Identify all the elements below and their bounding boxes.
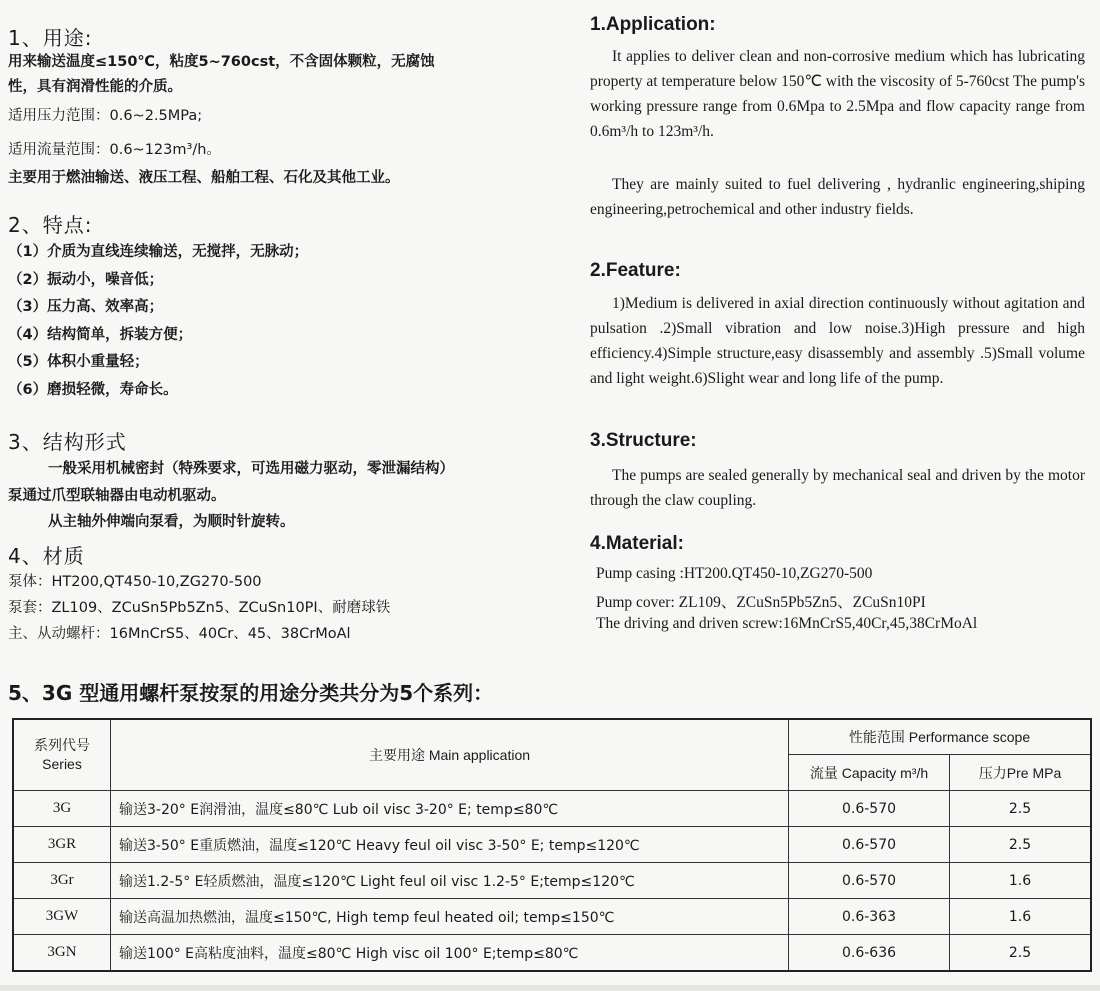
header-series-en: Series <box>42 756 82 772</box>
series-pressure: 2.5 <box>950 827 1092 863</box>
zh-section2-title: 2、特点: <box>8 213 93 237</box>
en-s4-line: Pump cover: ZL109、ZCuSn5Pb5Zn5、ZCuSn10PI <box>596 594 926 611</box>
series-code: 3GN <box>13 935 111 972</box>
series-code: 3Gr <box>13 863 111 899</box>
zh-s2-line: （3）压力高、效率高； <box>8 299 164 315</box>
series-pressure: 1.6 <box>950 863 1092 899</box>
header-capacity: 流量 Capacity m³/h <box>789 755 950 791</box>
en-section1-title: 1.Application: <box>590 14 716 35</box>
zh-s3-line: 从主轴外伸端向泵看，为顺时针旋转。 <box>48 514 295 530</box>
series-application: 输送1.2-5° E轻质燃油，温度≤120℃ Light feul oil visc 1.2-5° E;temp≤120℃ <box>111 863 789 899</box>
series-code: 3GR <box>13 827 111 863</box>
series-pressure: 1.6 <box>950 899 1092 935</box>
header-application: 主要用途 Main application <box>111 719 789 791</box>
zh-s4-line: 泵体：HT200,QT450-10,ZG270-500 <box>8 574 262 590</box>
series-pressure: 2.5 <box>950 935 1092 972</box>
series-code: 3GW <box>13 899 111 935</box>
series-code: 3G <box>13 791 111 827</box>
en-s4-line: Pump casing :HT200.QT450-10,ZG270-500 <box>596 565 873 582</box>
zh-s1-line: 适用流量范围：0.6~123m³/h。 <box>8 142 221 158</box>
section5-title: 5、3G 型通用螺杆泵按泵的用途分类共分为5个系列： <box>8 681 494 705</box>
zh-s2-line: （4）结构简单，拆装方便； <box>8 327 193 343</box>
zh-s4-line: 主、从动螺杆：16MnCrS5、40Cr、45、38CrMoAl <box>8 626 351 642</box>
series-application: 输送100° E高粘度油料，温度≤80℃ High visc oil 100° E;temp≤80℃ <box>111 935 789 972</box>
zh-s2-line: （2）振动小，噪音低； <box>8 272 164 288</box>
en-s2-paragraph: 1)Medium is delivered in axial direction continuously without agitation and pulsation .2)Small vibration and low noise.3)High pressure and high efficiency.4)Simple structure,easy disassembly and assembly .5)Small volume and light weight.6)Slight wear and long life of the pump. <box>590 295 1085 387</box>
zh-s2-line: （5）体积小重量轻； <box>8 354 149 370</box>
header-series <box>13 719 111 791</box>
zh-section3-title: 3、结构形式 <box>8 430 127 454</box>
table-header-row <box>13 719 1091 755</box>
zh-section4-title: 4、材质 <box>8 544 85 568</box>
en-section4-title: 4.Material: <box>590 533 684 554</box>
zh-s2-line: （6）磨损轻微，寿命长。 <box>8 382 178 398</box>
header-pressure: 压力Pre MPa <box>950 755 1092 791</box>
series-pressure: 2.5 <box>950 791 1092 827</box>
series-application: 输送3-50° E重质燃油，温度≤120℃ Heavy feul oil visc 3-50° E; temp≤120℃ <box>111 827 789 863</box>
series-capacity: 0.6-570 <box>789 827 950 863</box>
page-bottom-band <box>0 985 1100 991</box>
table-row <box>13 935 1091 972</box>
series-capacity: 0.6-570 <box>789 863 950 899</box>
table-row <box>13 791 1091 827</box>
series-capacity: 0.6-570 <box>789 791 950 827</box>
header-series-zh: 系列代号 <box>34 737 90 753</box>
header-performance: 性能范围 Performance scope <box>789 719 1092 755</box>
series-table <box>12 718 1092 972</box>
table-row <box>13 899 1091 935</box>
zh-s3-line: 一般采用机械密封（特殊要求，可选用磁力驱动，零泄漏结构） <box>48 461 454 477</box>
table-row <box>13 827 1091 863</box>
zh-s2-line: （1）介质为直线连续输送，无搅拌，无脉动； <box>8 244 309 260</box>
series-capacity: 0.6-636 <box>789 935 950 972</box>
zh-s1-line: 性，具有润滑性能的介质。 <box>8 79 182 95</box>
series-application: 输送高温加热燃油，温度≤150℃, High temp feul heated oil; temp≤150℃ <box>111 899 789 935</box>
zh-s1-line: 适用压力范围：0.6~2.5MPa; <box>8 108 203 124</box>
series-capacity: 0.6-363 <box>789 899 950 935</box>
zh-s3-line: 泵通过爪型联轴器由电动机驱动。 <box>8 488 226 504</box>
zh-s1-line: 主要用于燃油输送、液压工程、船舶工程、石化及其他工业。 <box>8 170 400 186</box>
zh-s1-line: 用来输送温度≤150℃，粘度5~760cst，不含固体颗粒，无腐蚀 <box>8 54 435 70</box>
en-section2-title: 2.Feature: <box>590 260 681 281</box>
en-s1-paragraph: It applies to deliver clean and non-corrosive medium which has lubricating property at temperature below 150℃ with the viscosity of 5-760cst The pump's working pressure range from 0.6Mpa to 2.5Mpa and flow capacity range from 0.6m³/h to 123m³/h. <box>590 48 1085 140</box>
en-s4-line: The driving and driven screw:16MnCrS5,40Cr,45,38CrMoAl <box>596 615 978 632</box>
en-section3-title: 3.Structure: <box>590 430 697 451</box>
series-application: 输送3-20° E润滑油，温度≤80℃ Lub oil visc 3-20° E; temp≤80℃ <box>111 791 789 827</box>
en-s3-paragraph: The pumps are sealed generally by mechanical seal and driven by the motor through the claw coupling. <box>590 467 1085 509</box>
table-row <box>13 863 1091 899</box>
en-s1-paragraph: They are mainly suited to fuel delivering , hydranlic engineering,shiping engineering,petrochemical and other industry fields. <box>590 176 1085 218</box>
zh-s4-line: 泵套：ZL109、ZCuSn5Pb5Zn5、ZCuSn10PI、耐磨球铁 <box>8 600 391 616</box>
zh-section1-title: 1、用途: <box>8 26 93 50</box>
